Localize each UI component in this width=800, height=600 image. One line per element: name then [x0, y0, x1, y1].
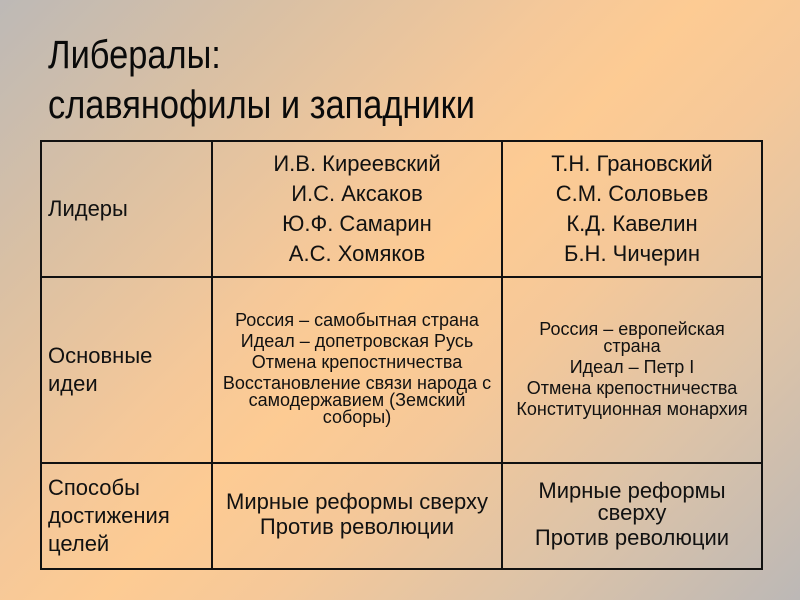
leader-name: Ю.Ф. Самарин: [282, 211, 432, 236]
slide-title-line-1: Либералы:: [48, 33, 221, 77]
idea-item: Восстановление связи народа с самодержавием (Земский соборы): [222, 373, 492, 427]
comparison-table: [40, 140, 763, 570]
idea-item: Конституционная монархия: [516, 398, 748, 419]
table-row-leaders: [41, 141, 762, 277]
westernizers-ideas-cell: [502, 277, 762, 463]
idea-item: Идеал – Петр I: [569, 356, 695, 377]
method-item: Мирные реформы сверху: [538, 478, 726, 525]
method-item: Мирные реформы сверху: [226, 489, 488, 514]
method-item: Против революции: [259, 514, 455, 539]
leader-name: К.Д. Кавелин: [566, 211, 698, 236]
idea-item: Идеал – допетровская Русь: [240, 331, 474, 351]
leader-name: И.С. Аксаков: [291, 181, 423, 206]
row-header-ideas: Основные идеи: [41, 277, 212, 463]
leader-name: А.С. Хомяков: [288, 241, 426, 266]
slavophiles-leaders-cell: [212, 141, 502, 277]
westernizers-methods-cell: [502, 463, 762, 569]
row-header-leaders: Лидеры: [41, 141, 212, 277]
table-row-methods: [41, 463, 762, 569]
leader-name: Б.Н. Чичерин: [564, 241, 700, 266]
slavophiles-methods-cell: [212, 463, 502, 569]
slavophiles-ideas-cell: [212, 277, 502, 463]
idea-item: Россия – самобытная страна: [235, 310, 479, 330]
leader-name: Т.Н. Грановский: [551, 151, 713, 176]
slide-title: [48, 30, 475, 130]
method-item: Против революции: [534, 525, 730, 550]
row-header-methods: Способы достижения целей: [41, 463, 212, 569]
leader-name: С.М. Соловьев: [555, 181, 709, 206]
slide-title-line-2: славянофилы и западники: [48, 83, 475, 127]
table-row-ideas: [41, 277, 762, 463]
idea-item: Россия – европейская страна: [539, 318, 725, 356]
leader-name: И.В. Киреевский: [273, 151, 441, 176]
idea-item: Отмена крепостничества: [251, 352, 463, 372]
idea-item: Отмена крепостничества: [526, 377, 738, 398]
westernizers-leaders-cell: [502, 141, 762, 277]
